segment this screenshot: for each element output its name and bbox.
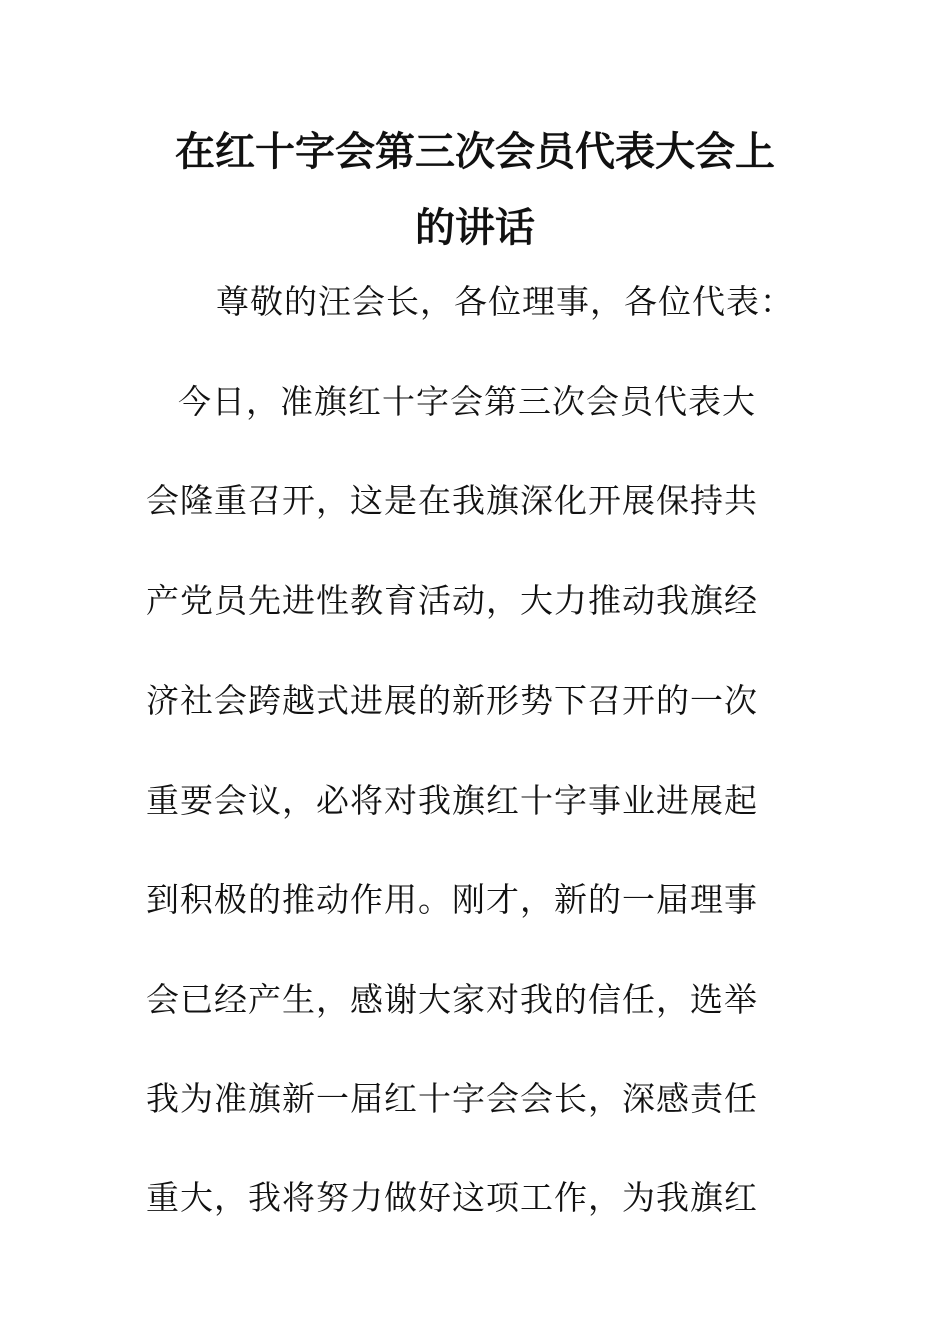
paragraph-line: 会隆重召开，这是在我旗深化开展保持共	[146, 481, 758, 520]
paragraph-line: 产党员先进性教育活动，大力推动我旗经	[146, 581, 758, 620]
document-title-line-2: 的讲话	[415, 205, 535, 251]
paragraph-line: 济社会跨越式进展的新形势下召开的一次	[146, 681, 758, 720]
paragraph-line: 会已经产生，感谢大家对我的信任，选举	[146, 980, 758, 1019]
paragraph-line: 今日，准旗红十字会第三次会员代表大	[178, 382, 756, 421]
paragraph-line: 重大，我将努力做好这项工作，为我旗红	[146, 1178, 758, 1217]
paragraph-line: 到积极的推动作用。刚才，新的一届理事	[146, 880, 758, 919]
document-title-line-1: 在红十字会第三次会员代表大会上	[175, 129, 775, 175]
paragraph-line: 我为准旗新一届红十字会会长，深感责任	[146, 1079, 758, 1118]
salutation: 尊敬的汪会长，各位理事，各位代表：	[216, 282, 794, 321]
paragraph-line: 重要会议，必将对我旗红十字事业进展起	[146, 781, 758, 820]
